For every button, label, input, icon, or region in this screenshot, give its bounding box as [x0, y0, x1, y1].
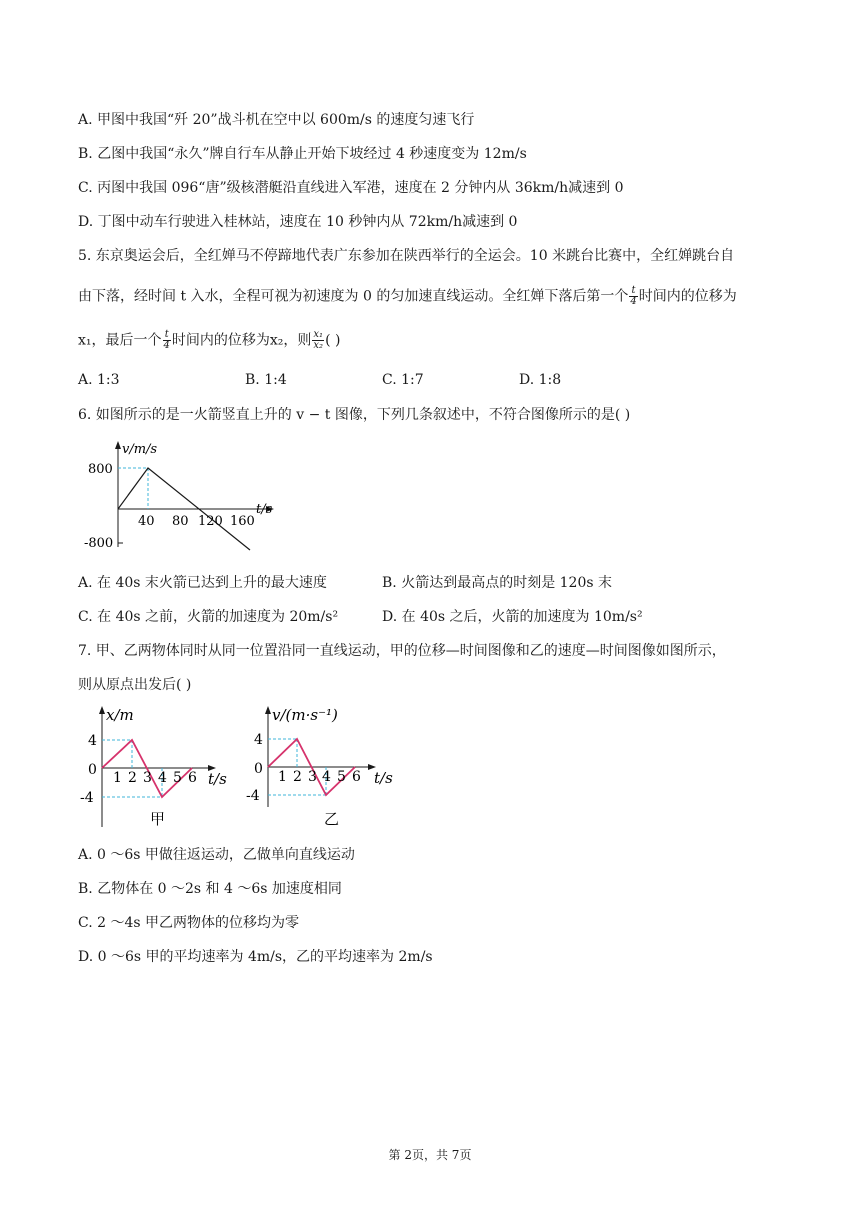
q6-stem: 6. 如图所示的是一火箭竖直上升的 v − t 图像，下列几条叙述中，不符合图像所示的是( ): [78, 407, 631, 423]
y-axis-arrow-icon: [265, 706, 271, 714]
q7-stem-line2: 则从原点出发后( ): [78, 677, 192, 693]
x-tick-label: 3: [308, 769, 317, 785]
fraction-x1-over-x2: $\frac{\text{x₁}}{\text{x₂}}$: [313, 329, 324, 351]
x-axis-label: t/s: [256, 502, 273, 517]
fraction-t-over-4: $\frac{t}{4}$: [630, 285, 637, 307]
y-tick-label: 800: [88, 462, 113, 477]
q7-graph-jia: [80, 702, 234, 832]
q5-text: 时间内的位移为x₂，则: [171, 332, 312, 349]
x-tick-label: 40: [138, 514, 155, 529]
x-tick-label: 1: [113, 770, 122, 786]
fraction-t-over-4: $\frac{t}{4}$: [163, 329, 170, 351]
x-tick-label: 1: [278, 769, 287, 785]
y-tick-label: 4: [88, 733, 97, 749]
graph-caption: 乙: [324, 810, 340, 828]
y-axis-label: v/m/s: [122, 442, 158, 457]
q4-option-a: A. 甲图中我国“歼 20”战斗机在空中以 600m/s 的速度匀速飞行: [78, 112, 475, 128]
y-axis-arrow-icon: [99, 706, 105, 714]
q4-option-c: C. 丙图中我国 096“唐”级核潜艇沿直线进入军港，速度在 2 分钟内从 36km/h减速到 0: [78, 180, 624, 196]
q7-option-b: B. 乙物体在 0 ～2s 和 4 ～6s 加速度相同: [78, 881, 342, 897]
q5-stem-line3: [78, 330, 340, 351]
q6-option-d: D. 在 40s 之后，火箭的加速度为 10m/s²: [382, 609, 643, 625]
x-tick-label: 6: [188, 770, 197, 786]
graph-caption: 甲: [150, 810, 166, 828]
q4-option-d: D. 丁图中动车行驶进入桂林站，速度在 10 秒钟内从 72km/h减速到 0: [78, 214, 518, 230]
x-tick-label: 6: [352, 769, 361, 785]
x-tick-label: 120: [198, 514, 223, 529]
x-tick-label: 5: [173, 770, 182, 786]
q5-option-b: B. 1:4: [245, 372, 287, 388]
q5-text: 由下落，经时间 t 入水，全程可视为初速度为 0 的匀加速直线运动。全红婵下落后第一个: [78, 288, 629, 305]
q7-stem-line1: 7. 甲、乙两物体同时从同一位置沿同一直线运动，甲的位移—时间图像和乙的速度—时间图像如图所示，: [78, 643, 726, 659]
y-axis-label: v/(m·s⁻¹): [272, 706, 338, 724]
y-tick-label: -4: [246, 788, 260, 804]
q5-text: x₁，最后一个: [78, 332, 162, 349]
y-tick-label: 0: [254, 761, 263, 777]
x-axis-label: t/s: [374, 769, 393, 787]
q5-option-d: D. 1:8: [519, 372, 562, 388]
q5-text: ( ): [325, 332, 341, 349]
x-tick-label: 3: [143, 770, 152, 786]
x-tick-label: 2: [128, 770, 137, 786]
q7-graph-yi: [246, 702, 410, 832]
q4-option-b: B. 乙图中我国“永久”牌自行车从静止开始下坡经过 4 秒速度变为 12m/s: [78, 146, 527, 162]
q5-stem-line1: 5. 东京奥运会后，全红婵马不停蹄地代表广东参加在陕西举行的全运会。10 米跳台比赛中，全红婵跳台自: [78, 248, 735, 264]
x-tick-label: 2: [293, 769, 302, 785]
x-tick-label: 160: [230, 514, 255, 529]
q5-stem-line2: [78, 286, 737, 307]
y-tick-label: 4: [254, 732, 263, 748]
q6-option-a: A. 在 40s 末火箭已达到上升的最大速度: [78, 575, 327, 591]
q6-option-c: C. 在 40s 之前，火箭的加速度为 20m/s²: [78, 609, 339, 625]
page-footer: 第 2页，共 7页: [388, 1148, 472, 1162]
x-tick-label: 80: [172, 514, 189, 529]
y-axis-arrow-icon: [115, 441, 121, 449]
y-tick-label: -800: [84, 536, 114, 551]
q6-option-b: B. 火箭达到最高点的时刻是 120s 末: [382, 575, 612, 591]
x-tick-label: 5: [337, 769, 346, 785]
y-tick-label: 0: [88, 762, 97, 778]
q7-option-a: A. 0 ～6s 甲做往返运动，乙做单向直线运动: [78, 847, 355, 863]
q7-option-d: D. 0 ～6s 甲的平均速率为 4m/s，乙的平均速率为 2m/s: [78, 949, 433, 965]
q6-vt-graph: [80, 437, 290, 557]
y-axis-label: x/m: [106, 706, 134, 724]
q5-option-c: C. 1:7: [382, 372, 424, 388]
q5-text: 时间内的位移为: [638, 288, 737, 305]
x-tick-label: 4: [322, 769, 331, 785]
q5-option-a: A. 1:3: [78, 372, 120, 388]
q7-option-c: C. 2 ～4s 甲乙两物体的位移均为零: [78, 915, 300, 931]
x-tick-label: 4: [158, 770, 167, 786]
y-tick-label: -4: [80, 790, 94, 806]
x-axis-label: t/s: [208, 770, 227, 788]
